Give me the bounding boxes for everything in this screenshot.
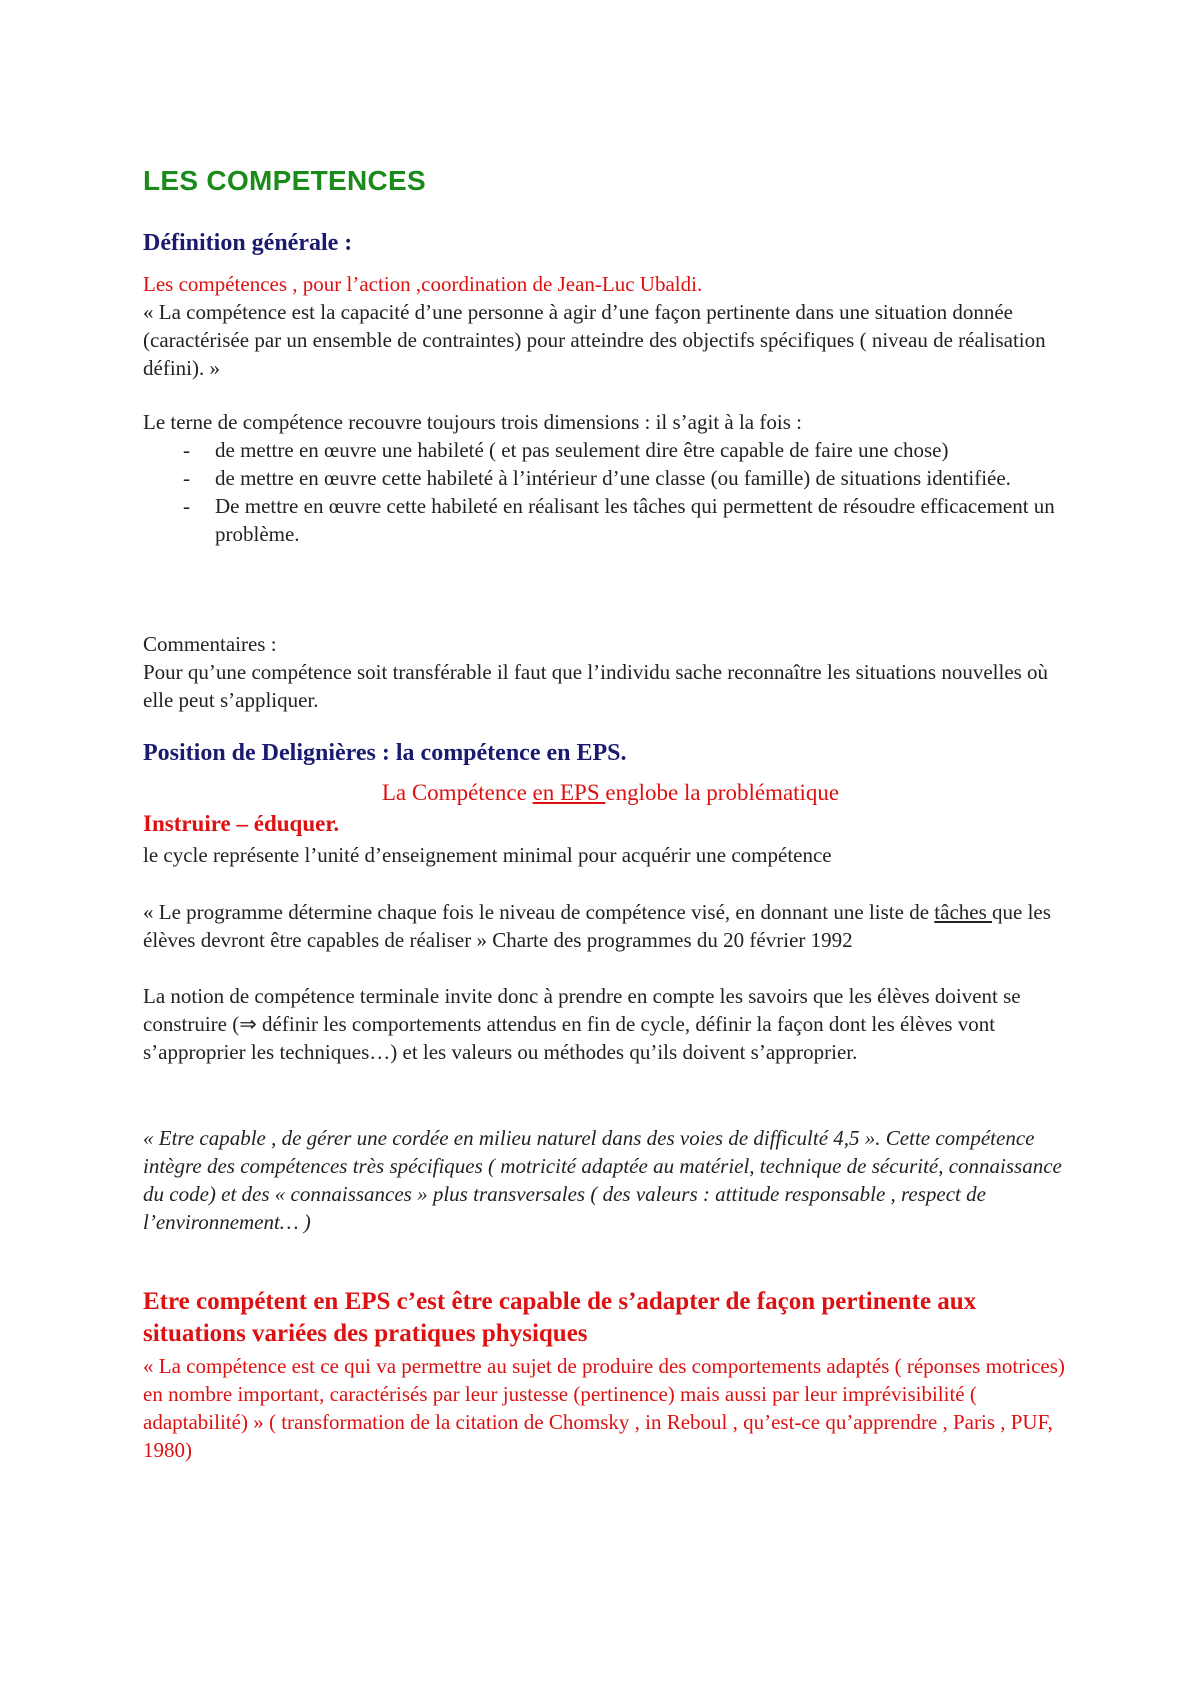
comment-text: Pour qu’une compétence soit transférable il faut que l’individu sache reconnaître les situations nouvelles où elle peut s’appliquer.: [143, 660, 1049, 712]
cycle-text: le cycle représente l’unité d’enseignement minimal pour acquérir une compétence: [143, 843, 832, 867]
dimensions-intro: Le terne de compétence recouvre toujours trois dimensions : il s’agit à la fois :: [143, 410, 802, 434]
bullet-dash: -: [183, 438, 190, 462]
list-item: - de mettre en œuvre cette habileté à l’intérieur d’une classe (ou famille) de situations identifiée.: [183, 466, 1011, 490]
definition-quote: « La compétence est la capacité d’une personne à agir d’une façon pertinente dans une situation donnée (caractérisée par un ensemble de contraintes) pour atteindre des objectifs spécifiques ( niveau de réalisation défini). »: [143, 300, 1046, 380]
programme-quote: « Le programme détermine chaque fois le niveau de compétence visé, en donnant une liste de tâches que les élèves devront être capables de réaliser » Charte des programmes du 20 février 1992: [143, 900, 1051, 952]
dimensions-list: [143, 436, 1078, 548]
list-item: - De mettre en œuvre cette habileté en réalisant les tâches qui permettent de résoudre efficacement un problème.: [183, 494, 1055, 546]
section-heading-definition: Définition générale :: [143, 230, 353, 256]
comment-label: Commentaires :: [143, 632, 277, 656]
chomsky-quote: « La compétence est ce qui va permettre au sujet de produire des comportements adaptés ( réponses motrices) en nombre important, caractérisés par leur justesse (pertinence) mais aussi par leur imprévisibilité ( adaptabilité) » ( transformation de la citation de Chomsky , in Reboul , qu’est-ce qu’apprendre , Paris , PUF, 1980): [143, 1354, 1065, 1462]
bullet-dash: -: [183, 494, 190, 518]
source-reference: Les compétences , pour l’action ,coordination de Jean-Luc Ubaldi.: [143, 272, 703, 296]
bullet-dash: -: [183, 466, 190, 490]
page-title: LES COMPETENCES: [143, 165, 426, 196]
notion-text: La notion de compétence terminale invite donc à prendre en compte les savoirs que les élèves doivent se construire (⇒ définir les comportements attendus en fin de cycle, définir la façon dont les élèves vont s’approprier les techniques…) et les valeurs ou méthodes qu’ils doivent s’approprier.: [143, 984, 1021, 1064]
section-heading-etre-competent: Etre compétent en EPS c’est être capable de s’adapter de façon pertinente aux situations variées des pratiques physiques: [143, 1288, 977, 1347]
section-heading-delignieres: Position de Delignières : la compétence en EPS.: [143, 740, 627, 766]
example-quote: « Etre capable , de gérer une cordée en milieu naturel dans des voies de difficulté 4,5 ». Cette compétence intègre des compétences très spécifiques ( motricité adaptée au matériel, technique de sécurité, connaissance du code) et des « connaissances » plus transversales ( des valeurs : attitude responsable , respect de l’environnement… ): [143, 1126, 1062, 1234]
instruire-eduquer: Instruire – éduquer.: [143, 811, 340, 836]
list-item: - de mettre en œuvre une habileté ( et pas seulement dire être capable de faire une chose): [183, 438, 949, 462]
eps-statement: La Compétence en EPS englobe la problématique: [381, 780, 840, 805]
